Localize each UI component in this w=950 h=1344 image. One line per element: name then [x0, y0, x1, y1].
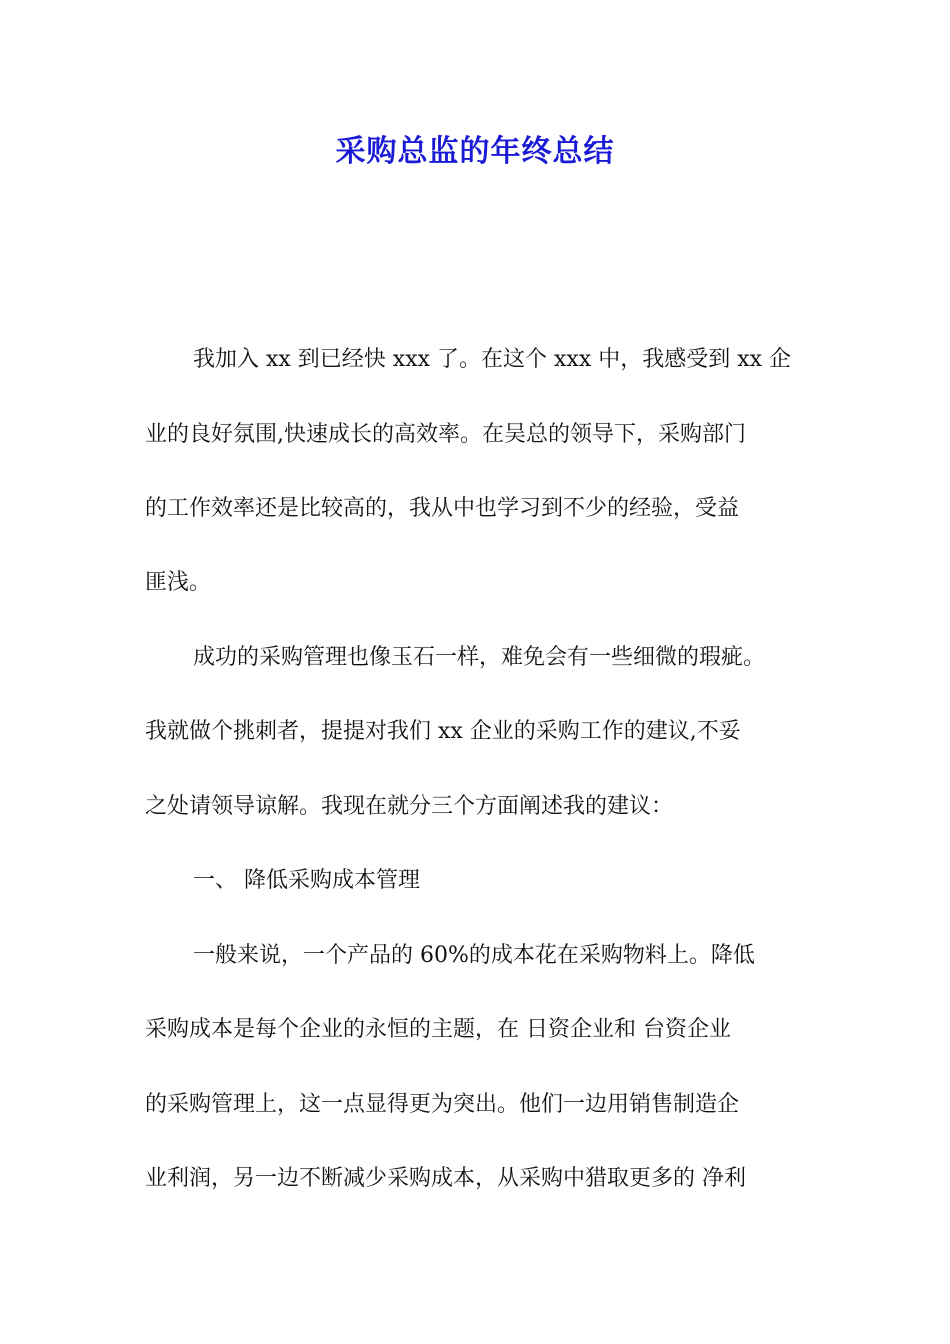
paragraph-line: 业的良好氛围,快速成长的高效率。在吴总的领导下，采购部门: [145, 422, 746, 447]
paragraph-line: 匪浅。: [145, 570, 212, 595]
paragraph-line: 的工作效率还是比较高的，我从中也学习到不少的经验，受益: [145, 496, 740, 521]
section-heading: 一、 降低采购成本管理: [193, 868, 420, 893]
paragraph-line: 采购成本是每个企业的永恒的主题，在 日资企业和 台资企业: [145, 1017, 731, 1042]
paragraph-line: 我就做个挑刺者，提提对我们 xx 企业的采购工作的建议,不妥: [145, 719, 741, 744]
paragraph-line: 我加入 xx 到已经快 xxx 了。在这个 xxx 中，我感受到 xx 企: [193, 347, 792, 372]
paragraph-line: 的采购管理上，这一点显得更为突出。他们一边用销售制造企: [145, 1092, 740, 1117]
document-title: 采购总监的年终总结: [335, 134, 615, 169]
paragraph-line: 之处请领导谅解。我现在就分三个方面阐述我的建议：: [145, 794, 674, 819]
paragraph-line: 业利润，另一边不断减少采购成本，从采购中猎取更多的 净利: [145, 1166, 746, 1191]
paragraph-line: 成功的采购管理也像玉石一样，难免会有一些细微的瑕疵。: [193, 645, 766, 670]
paragraph-line: 一般来说，一个产品的 60%的成本花在采购物料上。降低: [193, 943, 755, 968]
